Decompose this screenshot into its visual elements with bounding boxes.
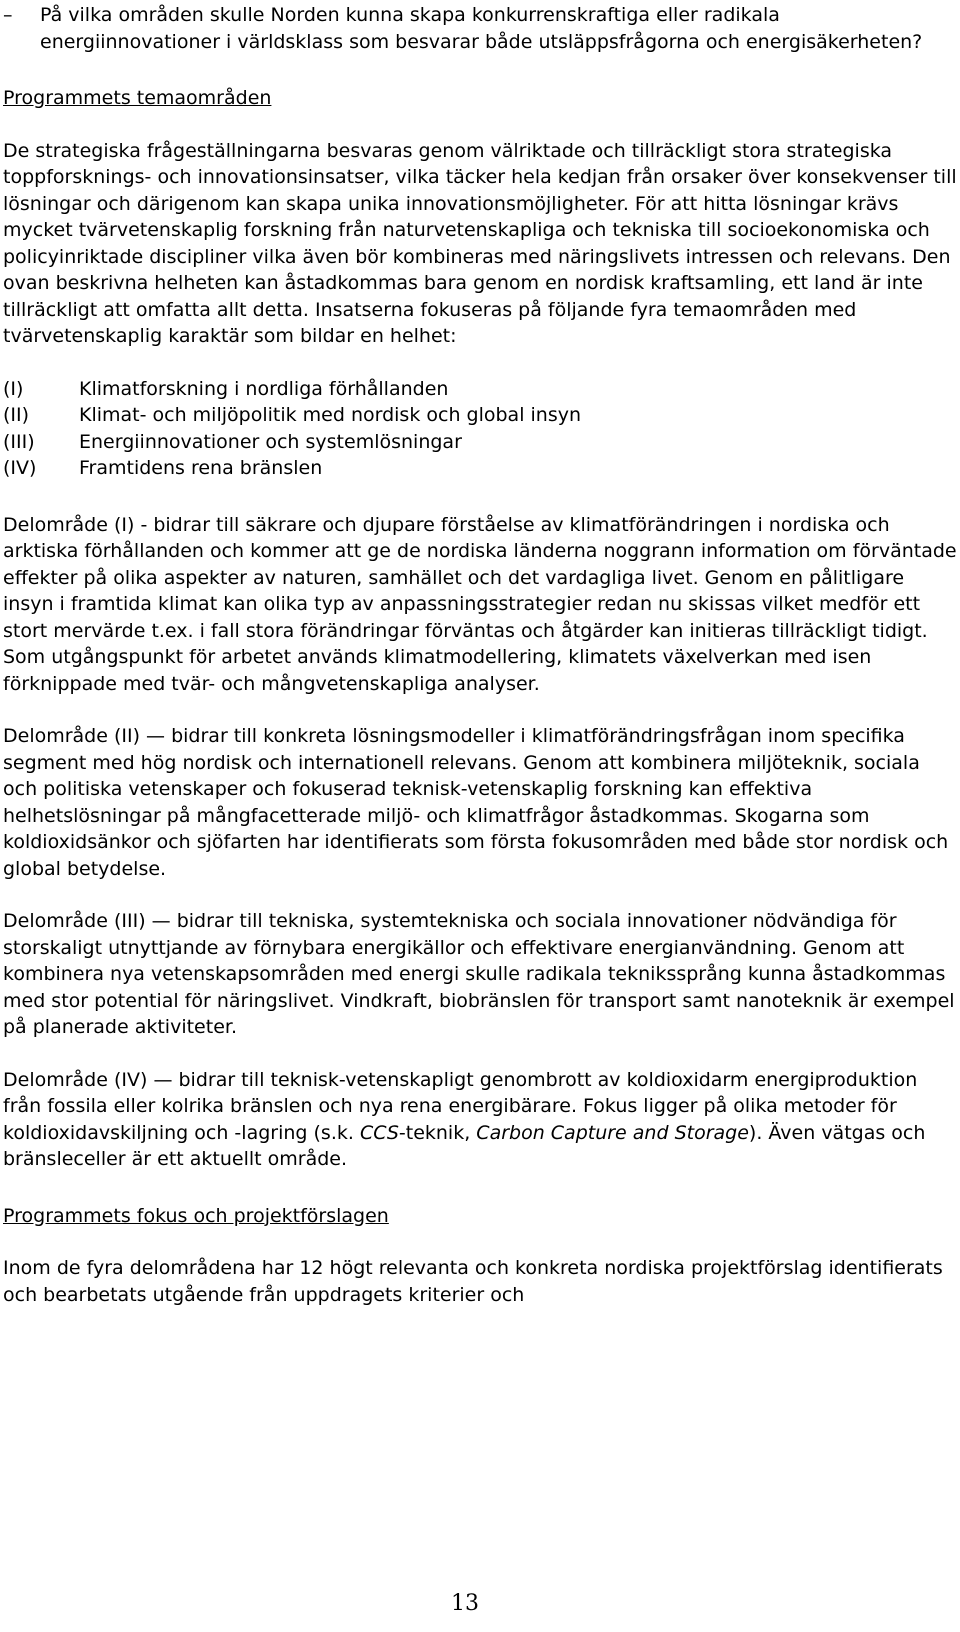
theme-item	[3, 402, 957, 429]
delomrade-1-paragraph: Delområde (I) - bidrar till säkrare och djupare förståelse av klimatförändringen i nordiska och arktiska förhållanden och kommer att ge de nordiska länderna noggrann information om förväntade effekter på olika aspekter av naturen, samhället och det vardagliga livet. Genom en pålitligare insyn i framtida klimat kan olika typ av anpassningsstrategier redan nu skissas vilket medför ett stort mervärde t.ex. i fall stora förändringar förväntas och åtgärder kan initieras tillräckligt tidigt. Som utgångspunkt för arbetet används klimatmodellering, klimatets växelverkan med isen förknippade med tvär- och mångvetenskapliga analyser.	[3, 513, 957, 695]
theme-number: (II)	[3, 404, 30, 426]
ccs-full-name: Carbon Capture and Storage	[476, 1121, 749, 1144]
theme-item	[3, 376, 957, 403]
theme-label: Energiinnovationer och systemlösningar	[79, 430, 462, 453]
theme-number: (IV)	[3, 457, 37, 479]
intro-paragraph: De strategiska frågeställningarna besvaras genom välriktade och tillräckligt stora strategiska toppforsknings- och innovationsinsatser, vilka täcker hela kedjan från orsaker över konsekvenser till lösningar och därigenom kan skapa unika innovationsmöjligheter. För att hitta lösningar krävs mycket tvärvetenskaplig forskning från naturvetenskapliga och tekniska till socioekonomiska och policyinriktade discipliner vilka även bör kombineras med näringslivets intressen och relevans. Den ovan beskrivna helheten kan åstadkommas bara genom en nordisk kraftsamling, ett land är inte tillräckligt att omfatta allt detta. Insatserna fokuseras på följande fyra temaområden med tvärvetenskaplig karaktär som bildar en helhet:	[3, 139, 957, 347]
delomrade-4-text-start: Delområde (IV) — bidrar till teknisk-vetenskapligt genombrott av koldioxidarm energiproduktion från fossila eller kolrika bränslen och nya rena energibärare. Fokus ligger på olika metoder för koldioxidavskiljning och -lagring (s.k.	[3, 1068, 918, 1144]
bullet-question	[3, 2, 957, 55]
delomrade-4-text-mid: -teknik,	[398, 1121, 477, 1144]
theme-number: (I)	[3, 377, 24, 400]
theme-label: Klimatforskning i nordliga förhållanden	[79, 377, 449, 400]
theme-item	[3, 429, 957, 456]
delomrade-2-paragraph: Delområde (II) — bidrar till konkreta lösningsmodeller i klimatförändringsfrågan inom specifika segment med hög nordisk och internationell relevans. Genom att kombinera miljöteknik, sociala och politiska vetenskaper och fokuserad teknisk-vetenskaplig forskning kan effektiva helhetslösningar på mångfacetterade miljö- och klimatfrågor åstadkommas. Skogarna som koldioxidsänkor och sjöfarten har identifierats som första fokusområden med både stor nordisk och global betydelse.	[3, 725, 949, 880]
section-heading-temaomraden: Programmets temaområden	[3, 87, 272, 109]
page-content	[3, 2, 957, 1308]
delomrade-3-paragraph: Delområde (III) — bidrar till tekniska, systemtekniska och sociala innovationer nödvändiga för storskaligt utnyttjande av förnybara energikällor och effektivare energianvändning. Genom att kombinera nya vetenskapsområden med energi skulle radikala teknikssprång kunna åstadkommas med stor potential för näringslivet. Vindkraft, biobränslen för transport samt nanoteknik är exempel på planerade aktiviteter.	[3, 910, 955, 1038]
delomrade-4-text-end: ). Även vätgas och bränsleceller är ett aktuellt område.	[3, 1121, 926, 1170]
fokus-paragraph: Inom de fyra delområdena har 12 högt relevanta och konkreta nordiska projektförslag identifierats och bearbetats utgående från uppdragets kriterier och	[3, 1257, 943, 1306]
theme-list	[3, 376, 957, 482]
theme-label: Framtidens rena bränslen	[79, 457, 323, 479]
ccs-abbreviation: CCS	[359, 1121, 399, 1144]
theme-number: (III)	[3, 430, 35, 453]
dash-bullet-marker: –	[3, 4, 13, 26]
page-number: 13	[451, 1591, 479, 1616]
theme-label: Klimat- och miljöpolitik med nordisk och global insyn	[79, 404, 582, 426]
section-heading-fokus: Programmets fokus och projektförslagen	[3, 1204, 389, 1227]
bullet-question-text: På vilka områden skulle Norden kunna skapa konkurrenskraftiga eller radikala energiinnovationer i världsklass som besvarar både utsläppsfrågorna och energisäkerheten?	[40, 4, 923, 53]
delomrade-4-paragraph	[3, 1067, 957, 1173]
theme-item	[3, 455, 957, 482]
